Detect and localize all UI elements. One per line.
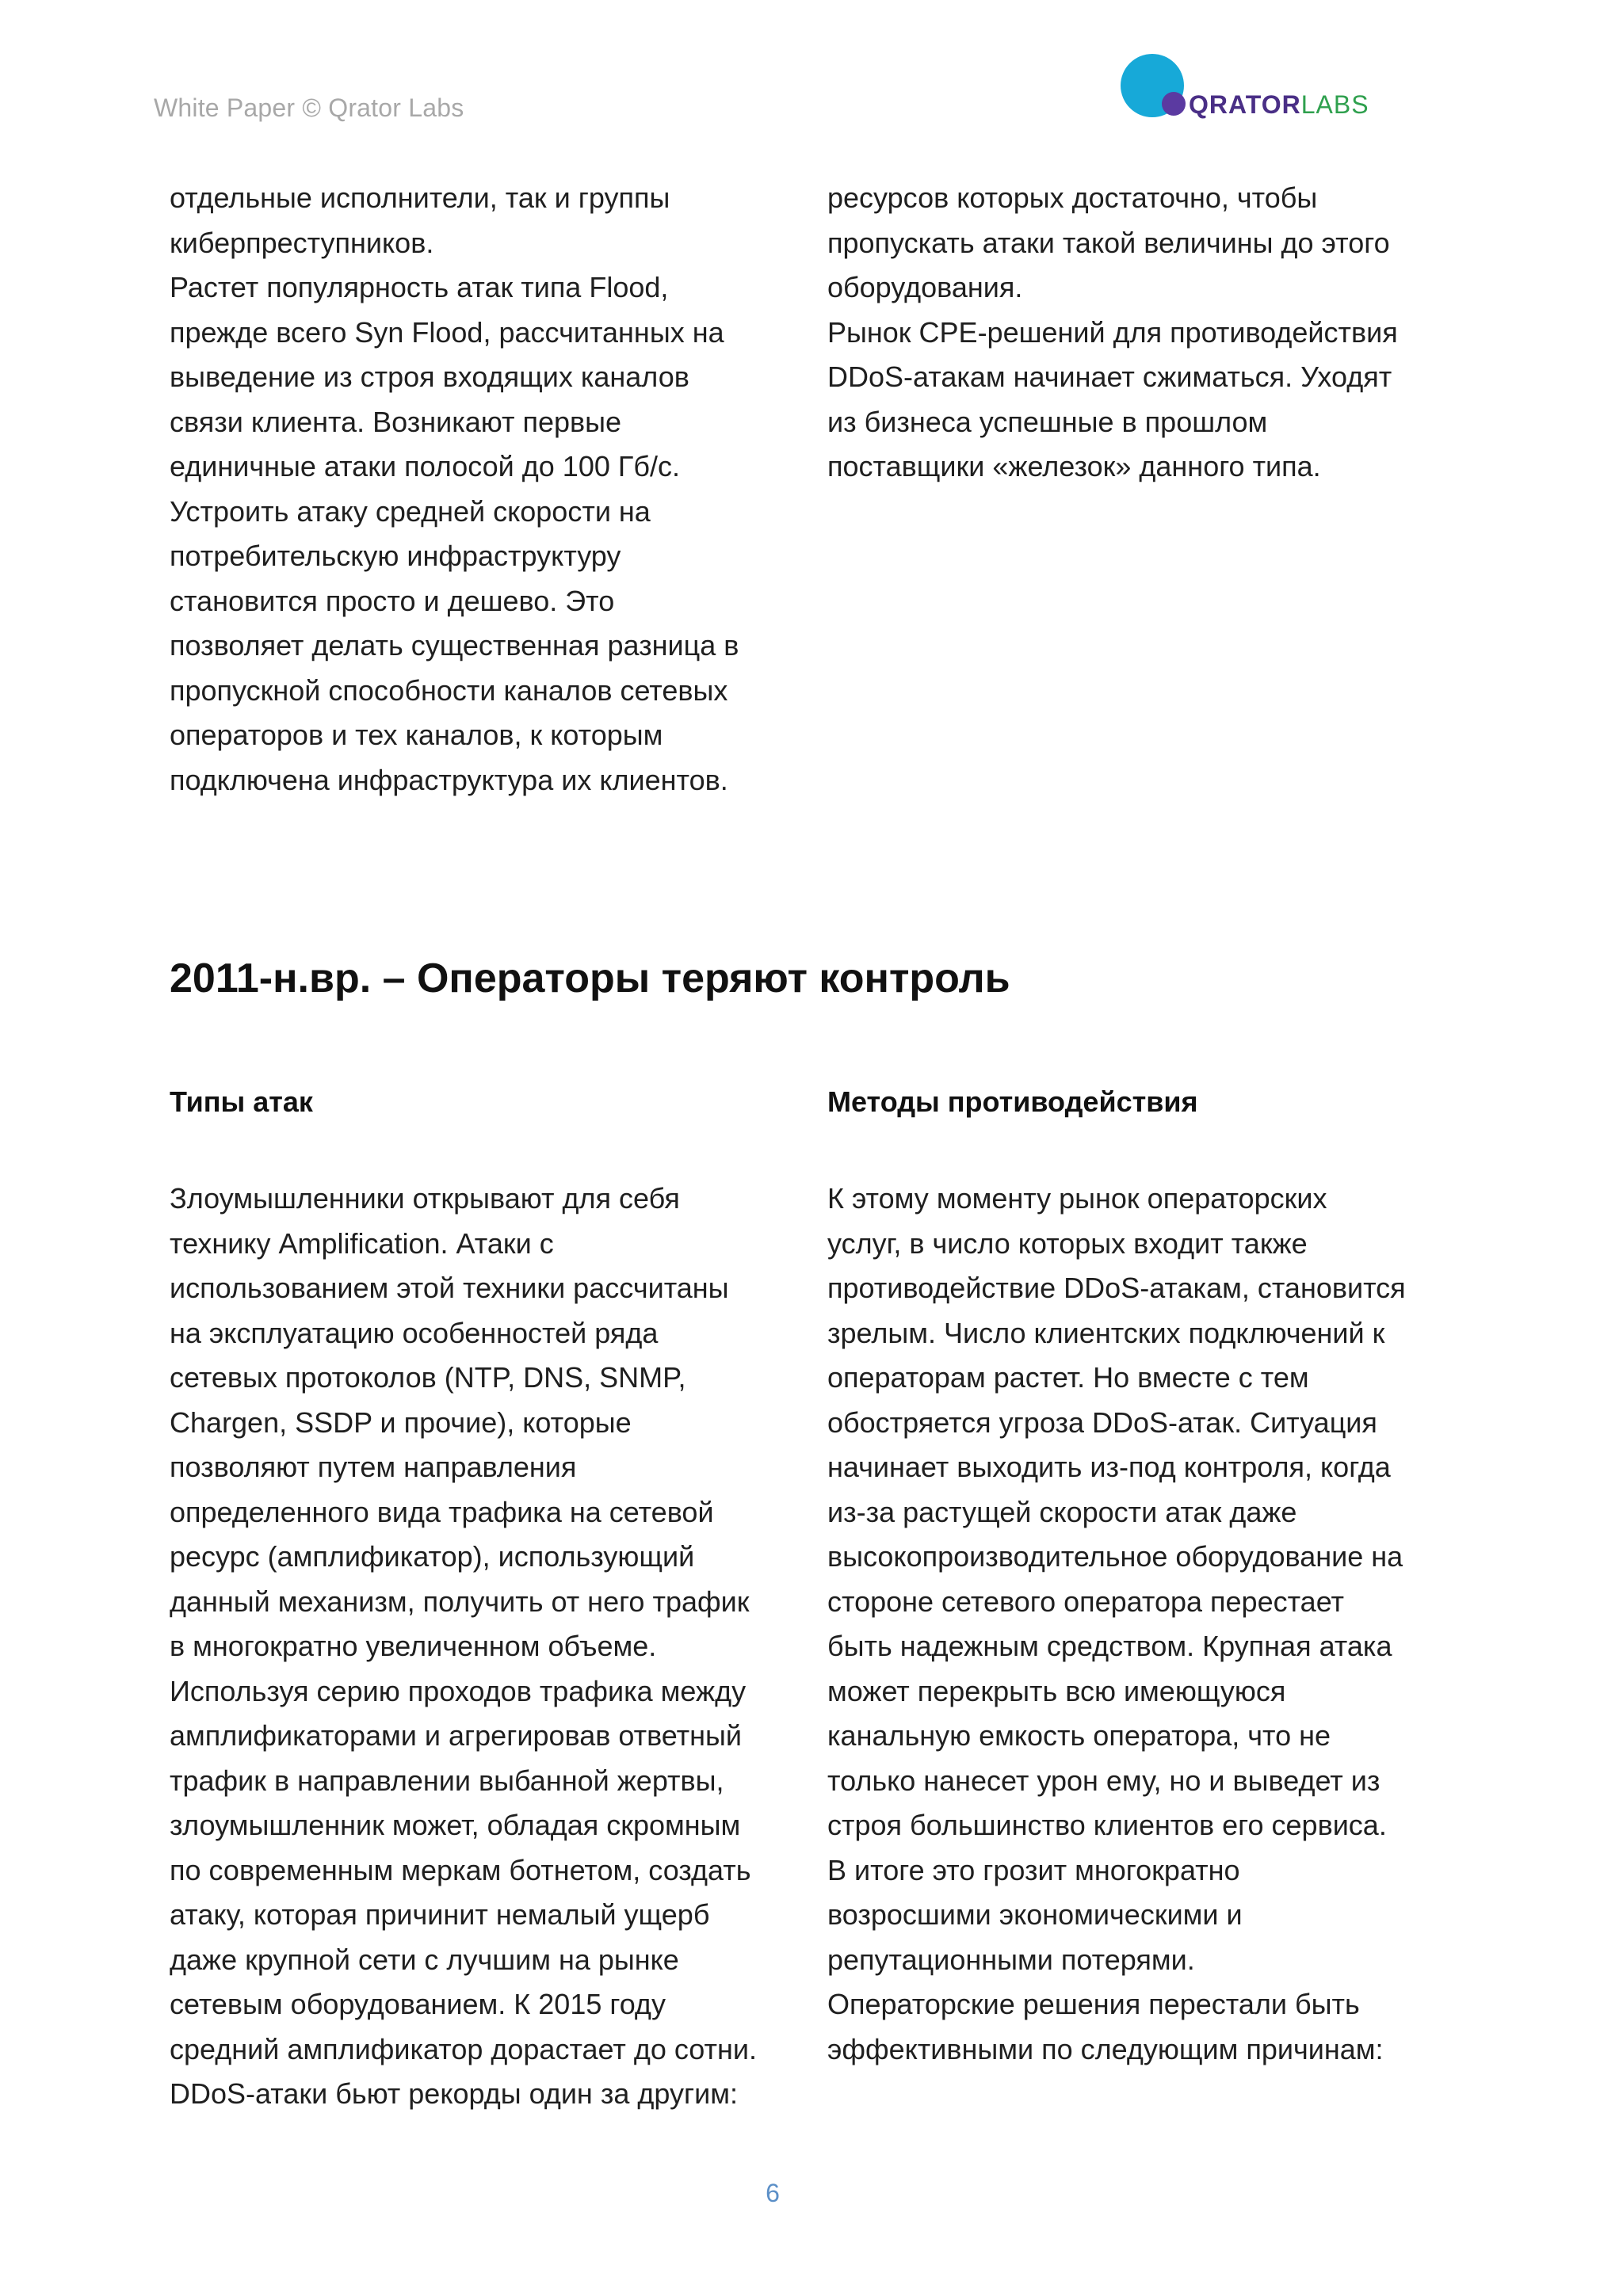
section-right-column xyxy=(827,1177,1477,2072)
paragraph-line: обостряется угроза DDoS-атак. Ситуация xyxy=(827,1405,1377,1439)
top-right-column xyxy=(827,176,1477,490)
paragraph-line: становится просто и дешево. Это xyxy=(170,584,615,617)
paragraph-line: потребительскую инфраструктуру xyxy=(170,540,621,572)
paragraph-line: по современным меркам ботнетом, создать xyxy=(170,1853,751,1886)
paragraph-line: стороне сетевого оператора перестает xyxy=(827,1585,1345,1618)
paragraph-line: позволяет делать существенная разница в xyxy=(170,629,739,662)
paragraph-line: отдельные исполнители, так и группы xyxy=(170,181,670,214)
section-heading: 2011-н.вр. – Операторы теряют контроль xyxy=(170,955,1010,1001)
paragraph-line: репутационными потерями. xyxy=(827,1943,1195,1976)
paragraph-line: пропускать атаки такой величины до этого xyxy=(827,226,1390,259)
paragraph-line: из бизнеса успешные в прошлом xyxy=(827,405,1268,438)
paragraph-line: В итоге это грозит многократно xyxy=(827,1853,1240,1886)
logo-text xyxy=(1189,92,1369,117)
paragraph-line: противодействие DDoS-атакам, становится xyxy=(827,1272,1406,1304)
paragraph-line: Растет популярность атак типа Flood, xyxy=(170,271,669,303)
section-left-column xyxy=(170,1177,819,2117)
paragraph-line: из-за растущей скорости атак даже xyxy=(827,1495,1297,1528)
paragraph-line: канальную емкость оператора, что не xyxy=(827,1719,1331,1752)
paragraph-line: ресурсов которых достаточно, чтобы xyxy=(827,181,1318,214)
paragraph-line: только нанесет урон ему, но и выведет из xyxy=(827,1764,1381,1797)
paragraph-line: К этому моменту рынок операторских xyxy=(827,1182,1327,1215)
paragraph-line: атаку, которая причинит немалый ущерб xyxy=(170,1898,710,1931)
paragraph-line: высокопроизводительное оборудование на xyxy=(827,1540,1403,1573)
paragraph-line: использованием этой техники рассчитаны xyxy=(170,1272,729,1304)
paragraph-line: пропускной способности каналов сетевых xyxy=(170,673,728,707)
paragraph-line: связи клиента. Возникают первые xyxy=(170,405,622,438)
paragraph-line: определенного вида трафика на сетевой xyxy=(170,1495,714,1528)
paragraph-line: ресурс (амплификатор), использующий xyxy=(170,1540,695,1573)
paragraph-line: Используя серию проходов трафика между xyxy=(170,1674,747,1707)
left-subheading: Типы атак xyxy=(170,1085,313,1118)
paragraph-line: даже крупной сети с лучшим на рынке xyxy=(170,1943,679,1976)
paragraph-line: средний амплификатор дорастает до сотни. xyxy=(170,2032,758,2065)
paragraph-line: поставщики «железок» данного типа. xyxy=(827,450,1321,482)
paragraph-line: трафик в направлении выбанной жертвы, xyxy=(170,1764,724,1797)
header-copyright: White Paper © Qrator Labs xyxy=(154,93,464,122)
paragraph-line: строя большинство клиентов его сервиса. xyxy=(827,1809,1387,1841)
paragraph-line: Рынок CPE-решений для противодействия xyxy=(827,315,1398,349)
paragraph-line: Устроить атаку средней скорости на xyxy=(170,494,651,528)
paragraph-line: злоумышленник может, обладая скромным xyxy=(170,1809,741,1841)
paragraph-line: киберпреступников. xyxy=(170,226,434,259)
paragraph-line: данный механизм, получить от него трафик xyxy=(170,1585,750,1618)
logo-text-light: LABS xyxy=(1300,90,1369,119)
paragraph-line: возросшими экономическими и xyxy=(827,1898,1243,1931)
paragraph-line: технику Amplification. Атаки с xyxy=(170,1226,554,1260)
paragraph-line: Chargen, SSDP и прочие), которые xyxy=(170,1405,632,1439)
paragraph-line: на эксплуатацию особенностей ряда xyxy=(170,1316,659,1349)
paragraph-line: подключена инфраструктура их клиентов. xyxy=(170,763,728,796)
paragraph-line: Злоумышленники открывают для себя xyxy=(170,1182,680,1215)
paragraph-line: зрелым. Число клиентских подключений к xyxy=(827,1316,1385,1349)
paragraph-line: операторам растет. Но вместе с тем xyxy=(827,1361,1309,1394)
paragraph-line: DDoS-атаки бьют рекорды один за другим: xyxy=(170,2077,738,2110)
page-number: 6 xyxy=(766,2179,780,2207)
paragraph-line: прежде всего Syn Flood, рассчитанных на xyxy=(170,315,724,349)
paragraph-line: DDoS-атакам начинает сжиматься. Уходят xyxy=(827,360,1392,393)
paragraph-line: Операторские решения перестали быть xyxy=(827,1988,1360,2020)
logo-text-bold: QRATOR xyxy=(1189,90,1301,119)
paragraph-line: может перекрыть всю имеющуюся xyxy=(827,1674,1286,1707)
paragraph-line: сетевым оборудованием. К 2015 году xyxy=(170,1988,666,2020)
paragraph-line: выведение из строя входящих каналов xyxy=(170,360,689,393)
paragraph-line: единичные атаки полосой до 100 Гб/с. xyxy=(170,450,680,482)
logo-dot-icon xyxy=(1162,92,1186,116)
right-subheading: Методы противодействия xyxy=(827,1085,1198,1118)
paragraph-line: услуг, в число которых входит также xyxy=(827,1226,1308,1260)
top-left-column xyxy=(170,176,819,803)
qrator-labs-logo xyxy=(1121,52,1390,124)
paragraph-line: позволяют путем направления xyxy=(170,1451,577,1483)
paragraph-line: эффективными по следующим причинам: xyxy=(827,2032,1384,2065)
paragraph-line: начинает выходить из-под контроля, когда xyxy=(827,1451,1391,1483)
paragraph-line: быть надежным средством. Крупная атака xyxy=(827,1630,1392,1662)
paragraph-line: амплификаторами и агрегировав ответный xyxy=(170,1719,742,1752)
paragraph-line: в многократно увеличенном объеме. xyxy=(170,1630,657,1662)
paragraph-line: операторов и тех каналов, к которым xyxy=(170,719,663,751)
paragraph-line: сетевых протоколов (NTP, DNS, SNMP, xyxy=(170,1361,686,1394)
paragraph-line: оборудования. xyxy=(827,271,1023,303)
